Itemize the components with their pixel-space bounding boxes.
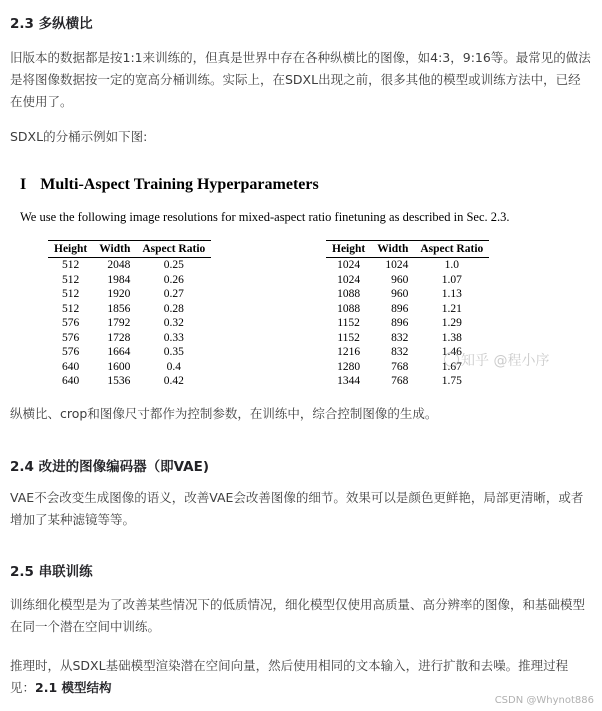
table-cell: 512 — [61, 302, 80, 315]
table-cell: 768 — [391, 360, 409, 373]
table-cell: 768 — [391, 375, 409, 386]
paragraph-refiner: 训练细化模型是为了改善某些情况下的低质情况，细化模型仅使用高质量、高分辨率的图像，和基础模型在同一个潜在空间中训练。 — [10, 597, 586, 634]
table-row — [48, 316, 211, 331]
table-cell: 1792 — [107, 317, 131, 329]
table-cell: 1280 — [337, 360, 361, 373]
table-cell: 576 — [61, 346, 80, 358]
table-row — [48, 374, 211, 386]
table-cell: 1984 — [107, 273, 131, 286]
table-cell: 1152 — [337, 331, 360, 344]
table-cell: 1024 — [337, 259, 361, 271]
table-cell: 1024 — [337, 273, 361, 286]
table-row — [326, 331, 489, 346]
watermark-text: 知乎 @程小序 — [461, 353, 550, 369]
table-cell: 1.21 — [441, 302, 462, 315]
model-structure-link[interactable]: 2.1 模型结构 — [35, 680, 112, 695]
figure-title — [20, 176, 319, 194]
table-row — [326, 316, 489, 331]
table-cell: 1.67 — [441, 360, 462, 373]
table-cell: 1.29 — [441, 317, 462, 329]
table-cell: 1.46 — [441, 346, 462, 358]
table-cell: 0.42 — [163, 375, 184, 386]
paragraph-bucket-intro: SDXL的分桶示例如下图: — [10, 129, 148, 144]
table-row — [48, 331, 211, 346]
table-cell: 0.33 — [163, 331, 184, 344]
table-header-cell: Height — [326, 241, 371, 258]
table-row — [48, 302, 211, 317]
paragraph-control-params: 纵横比、crop和图像尺寸都作为控制参数，在训练中，综合控制图像的生成。 — [10, 406, 438, 421]
table-cell: 832 — [391, 346, 409, 358]
figure-section-number: I — [20, 176, 27, 193]
table-cell: 576 — [61, 317, 80, 329]
table-cell: 640 — [61, 360, 80, 373]
paragraph-inference — [10, 655, 592, 699]
table-cell: 1.38 — [441, 331, 462, 344]
table-cell: 1664 — [107, 346, 131, 358]
paragraph-vae: VAE不会改变生成图像的语义，改善VAE会改善图像的细节。效果可以是颜色更鲜艳，局部更清晰，或者增加了某种滤镜等等。 — [10, 490, 584, 527]
table-row — [48, 360, 211, 375]
table-header-cell: Aspect Ratio — [136, 241, 211, 258]
figure-title-text: Multi-Aspect Training Hyperparameters — [40, 176, 319, 193]
table-cell: 0.28 — [163, 302, 184, 315]
table-cell: 0.26 — [163, 273, 184, 286]
table-cell: 1728 — [107, 331, 131, 344]
table-row — [326, 273, 489, 288]
table-cell: 0.32 — [163, 317, 184, 329]
table-cell: 1536 — [107, 375, 131, 386]
table-cell: 1152 — [337, 317, 360, 329]
csdn-watermark: CSDN @Whynot886 — [494, 695, 594, 706]
table-row — [326, 287, 489, 302]
table-cell: 1.75 — [441, 375, 462, 386]
table-row — [326, 374, 489, 386]
figure-caption: We use the following image resolutions for mixed-aspect ratio finetuning as described in Sec. 2.3. — [20, 210, 510, 224]
table-cell: 640 — [61, 375, 80, 386]
table-cell: 0.25 — [163, 259, 184, 271]
resolution-table-left — [48, 240, 211, 386]
table-cell: 960 — [391, 273, 409, 286]
section-heading-2-5: 2.5 串联训练 — [10, 564, 93, 580]
table-cell: 832 — [391, 331, 409, 344]
table-header-cell: Width — [371, 241, 414, 258]
section-heading-2-4: 2.4 改进的图像编码器（即VAE) — [10, 459, 209, 475]
table-cell: 512 — [61, 288, 80, 300]
table-cell: 2048 — [107, 259, 131, 271]
section-heading-2-3: 2.3 多纵横比 — [10, 16, 93, 32]
table-cell: 576 — [61, 331, 80, 344]
table-cell: 896 — [391, 302, 409, 315]
table-cell: 0.27 — [163, 288, 184, 300]
table-header-cell: Height — [48, 241, 93, 258]
table-cell: 1216 — [337, 346, 361, 358]
table-cell: 1024 — [385, 259, 409, 271]
table-row — [48, 345, 211, 360]
table-header-cell: Width — [93, 241, 136, 258]
watermark-icon — [444, 352, 459, 367]
table-row — [326, 302, 489, 317]
table-cell: 1088 — [337, 302, 361, 315]
figure-image — [10, 170, 592, 386]
table-cell: 1856 — [107, 302, 131, 315]
table-cell: 512 — [61, 273, 80, 286]
table-cell: 1.07 — [441, 273, 462, 286]
table-cell: 0.35 — [163, 346, 184, 358]
table-cell: 1088 — [337, 288, 361, 300]
table-cell: 960 — [391, 288, 409, 300]
table-cell: 1344 — [337, 375, 361, 386]
table-cell: 512 — [61, 259, 80, 271]
table-cell: 0.4 — [166, 360, 181, 373]
table-row — [48, 273, 211, 288]
paragraph-multi-aspect: 旧版本的数据都是按1:1来训练的，但真是世界中存在各种纵横比的图像，如4:3，9:16等。最常见的做法是将图像数据按一定的宽高分桶训练。实际上，在SDXL出现之前，很多其他的模型或训练方法中，已经在使用了。 — [10, 50, 591, 109]
table-cell: 1.0 — [444, 259, 459, 271]
table-cell: 896 — [391, 317, 409, 329]
table-cell: 1600 — [107, 360, 131, 373]
zhihu-watermark — [444, 350, 549, 370]
table-row — [48, 287, 211, 302]
inference-text: 推理时，从SDXL基础模型渲染潜在空间向量，然后使用相同的文本输入，进行扩散和去噪。推理过程见： — [10, 658, 569, 695]
table-cell: 1920 — [107, 288, 131, 300]
table-row — [326, 258, 489, 273]
table-row — [48, 258, 211, 273]
table-cell: 1.13 — [441, 288, 462, 300]
table-header-cell: Aspect Ratio — [414, 241, 489, 258]
